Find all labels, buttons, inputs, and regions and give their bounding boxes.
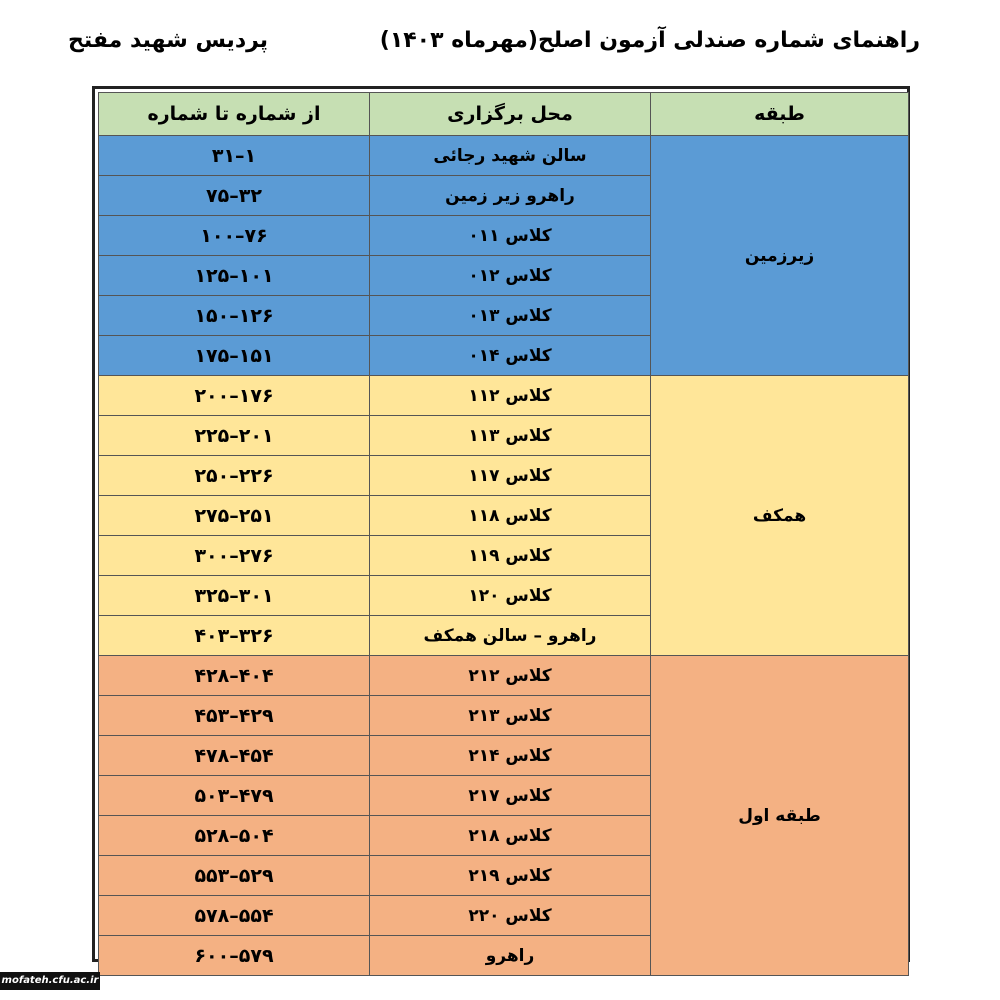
range-cell: ۱۷۶–۲۰۰ [99,376,370,416]
place-cell: راهرو – سالن همکف [370,616,651,656]
range-cell: ۱۲۶–۱۵۰ [99,296,370,336]
place-cell: کلاس ۱۱۷ [370,456,651,496]
place-cell: راهرو [370,936,651,976]
range-cell: ۲۵۱–۲۷۵ [99,496,370,536]
place-cell: سالن شهید رجائی [370,136,651,176]
table-row [99,656,909,696]
range-cell: ۱۵۱–۱۷۵ [99,336,370,376]
place-cell: کلاس ۱۱۹ [370,536,651,576]
place-cell: کلاس ۲۱۷ [370,776,651,816]
place-cell: کلاس ۱۱۸ [370,496,651,536]
range-cell: ۳۲–۷۵ [99,176,370,216]
range-cell: ۲۰۱–۲۲۵ [99,416,370,456]
column-header-floor: طبقه [651,93,909,136]
range-cell: ۵۷۹–۶۰۰ [99,936,370,976]
seating-table-frame [92,86,910,967]
place-cell: کلاس ۲۱۹ [370,856,651,896]
range-cell: ۵۲۹–۵۵۳ [99,856,370,896]
range-cell: ۵۵۴–۵۷۸ [99,896,370,936]
column-header-range: از شماره تا شماره [99,93,370,136]
table-body [99,136,909,976]
column-header-place: محل برگزاری [370,93,651,136]
range-cell: ۴۲۹–۴۵۳ [99,696,370,736]
range-cell: ۷۶–۱۰۰ [99,216,370,256]
place-cell: کلاس ۱۱۲ [370,376,651,416]
place-cell: راهرو زیر زمین [370,176,651,216]
range-cell: ۱۰۱–۱۲۵ [99,256,370,296]
place-cell: کلاس ۱۲۰ [370,576,651,616]
range-cell: ۴۵۴–۴۷۸ [99,736,370,776]
seating-table [98,92,909,976]
page-title: راهنمای شماره صندلی آزمون اصلح(مهرماه ۱۴۰۳) [379,28,920,53]
place-cell: کلاس ۲۱۳ [370,696,651,736]
place-cell: کلاس ۰۱۲ [370,256,651,296]
place-cell: کلاس ۲۲۰ [370,896,651,936]
range-cell: ۱–۳۱ [99,136,370,176]
range-cell: ۳۰۱–۳۲۵ [99,576,370,616]
page-header [60,28,920,68]
place-cell: کلاس ۰۱۱ [370,216,651,256]
range-cell: ۴۰۴–۴۲۸ [99,656,370,696]
table-row [99,376,909,416]
range-cell: ۴۷۹–۵۰۳ [99,776,370,816]
floor-cell-ground: همکف [651,376,909,656]
floor-cell-first: طبقه اول [651,656,909,976]
range-cell: ۵۰۴–۵۲۸ [99,816,370,856]
site-watermark: mofateh.cfu.ac.ir [0,972,100,990]
table-header-row [99,93,909,136]
range-cell: ۲۷۶–۳۰۰ [99,536,370,576]
place-cell: کلاس ۰۱۴ [370,336,651,376]
place-cell: کلاس ۲۱۸ [370,816,651,856]
table-row [99,136,909,176]
range-cell: ۲۲۶–۲۵۰ [99,456,370,496]
floor-cell-basement: زیرزمین [651,136,909,376]
campus-name: پردیس شهید مفتح [68,28,269,53]
place-cell: کلاس ۱۱۳ [370,416,651,456]
range-cell: ۳۲۶–۴۰۳ [99,616,370,656]
place-cell: کلاس ۲۱۲ [370,656,651,696]
place-cell: کلاس ۰۱۳ [370,296,651,336]
place-cell: کلاس ۲۱۴ [370,736,651,776]
